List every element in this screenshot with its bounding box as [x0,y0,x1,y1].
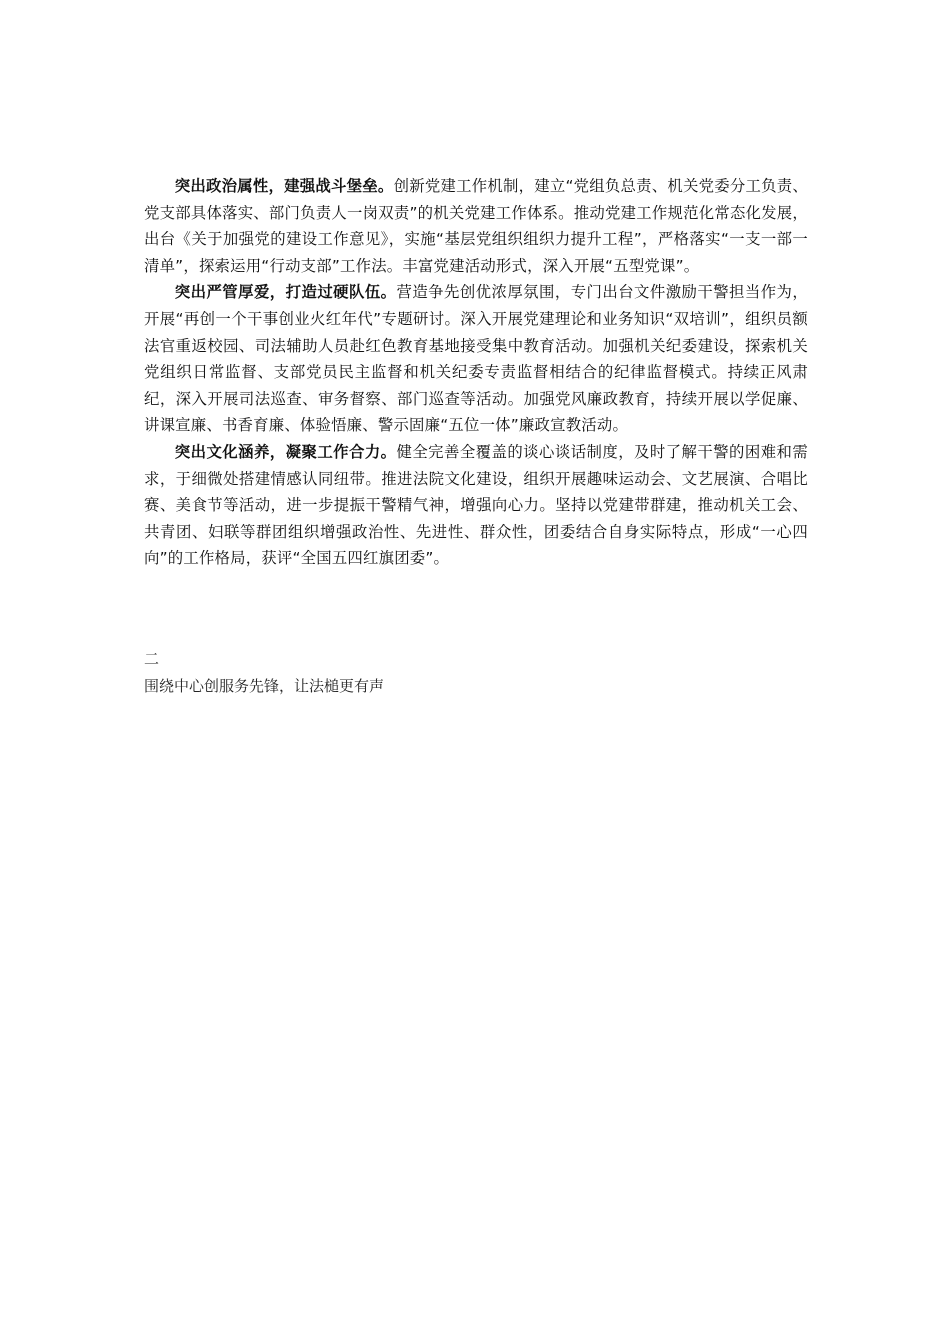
paragraph-body: 健全完善全覆盖的谈心谈话制度，及时了解干警的困难和需求，于细微处搭建情感认同纽带。推进法院文化建设，组织开展趣味运动会、文艺展演、合唱比赛、美食节等活动，进一步提振干警精气神，增强向心力。坚持以党建带群建，推动机关工会、共青团、妇联等群团组织增强政治性、先进性、群众性，团委结合自身实际特点，形成“一心四向”的工作格局，获评“全国五四红旗团委”。 [144,442,808,568]
section-title: 围绕中心创服务先锋，让法槌更有声 [144,677,385,695]
section-number: 二 [144,650,160,668]
paragraph-body: 营造争先创优浓厚氛围，专门出台文件激励干警担当作为，开展“再创一个干事创业火红年代”专题研讨。深入开展党建理论和业务知识“双培训”，组织员额法官重返校园、司法辅助人员赴红色教育基地接受集中教育活动。加强机关纪委建设，探索机关党组织日常监督、支部党员民主监督和机关纪委专责监督相结合的纪律监督模式。持续正风肃纪，深入开展司法巡查、审务督察、部门巡查等活动。加强党风廉政教育，持续开展以学促廉、讲课宣廉、书香育廉、体验悟廉、警示固廉“五位一体”廉政宣教活动。 [144,283,808,435]
paragraph-lead: 突出严管厚爱，打造过硬队伍。 [174,283,397,302]
paragraph-political [144,173,808,279]
paragraph-lead: 突出文化涵养，凝聚工作合力。 [174,442,397,461]
body-text [144,173,808,572]
paragraph-lead: 突出政治属性，建强战斗堡垒。 [174,177,394,195]
paragraph-team [144,279,808,439]
paragraph-culture [144,439,808,572]
paragraph-body: 创新党建工作机制，建立“党组负总责、机关党委分工负责、党支部具体落实、部门负责人一岗双责”的机关党建工作体系。推动党建工作规范化常态化发展，出台《关于加强党的建设工作意见》，实施“基层党组织组织力提升工程”，严格落实“一支一部一清单”，探索运用“行动支部”工作法。丰富党建活动形式，深入开展“五型党课”。 [144,177,808,275]
